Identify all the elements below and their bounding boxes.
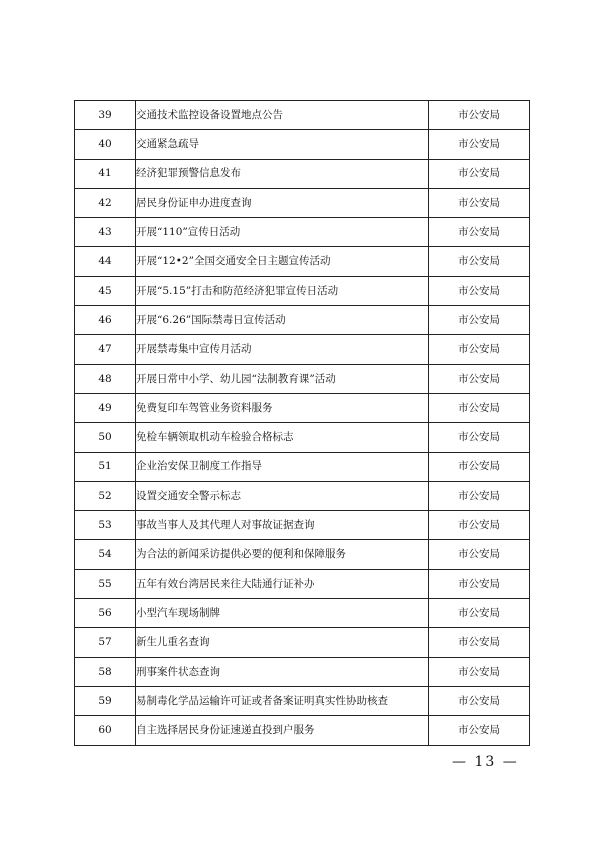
service-item: 免检车辆领取机动车检验合格标志 bbox=[136, 423, 429, 452]
department: 市公安局 bbox=[429, 276, 530, 305]
table-row bbox=[75, 569, 530, 598]
row-number: 54 bbox=[75, 540, 136, 569]
department: 市公安局 bbox=[429, 364, 530, 393]
table-row bbox=[75, 657, 530, 686]
services-table bbox=[74, 100, 530, 746]
table-row bbox=[75, 101, 530, 130]
service-item: 事故当事人及其代理人对事故证据查询 bbox=[136, 511, 429, 540]
table-row bbox=[75, 540, 530, 569]
row-number: 51 bbox=[75, 452, 136, 481]
row-number: 40 bbox=[75, 130, 136, 159]
department: 市公安局 bbox=[429, 335, 530, 364]
service-item: 自主选择居民身份证速递直投到户服务 bbox=[136, 716, 429, 745]
row-number: 56 bbox=[75, 599, 136, 628]
table-row bbox=[75, 686, 530, 715]
table-row bbox=[75, 218, 530, 247]
department: 市公安局 bbox=[429, 188, 530, 217]
service-item: 刑事案件状态查询 bbox=[136, 657, 429, 686]
table-row bbox=[75, 393, 530, 422]
service-item: 新生儿重名查询 bbox=[136, 628, 429, 657]
service-item: 开展禁毒集中宣传月活动 bbox=[136, 335, 429, 364]
services-table-body bbox=[75, 101, 530, 746]
service-item: 开展“12•2”全国交通安全日主题宣传活动 bbox=[136, 247, 429, 276]
row-number: 43 bbox=[75, 218, 136, 247]
service-item: 免费复印车驾管业务资料服务 bbox=[136, 393, 429, 422]
department: 市公安局 bbox=[429, 569, 530, 598]
row-number: 39 bbox=[75, 101, 136, 130]
table-row bbox=[75, 306, 530, 335]
row-number: 57 bbox=[75, 628, 136, 657]
table-row bbox=[75, 247, 530, 276]
department: 市公安局 bbox=[429, 159, 530, 188]
table-row bbox=[75, 130, 530, 159]
department: 市公安局 bbox=[429, 130, 530, 159]
service-item: 经济犯罪预警信息发布 bbox=[136, 159, 429, 188]
row-number: 47 bbox=[75, 335, 136, 364]
department: 市公安局 bbox=[429, 452, 530, 481]
row-number: 49 bbox=[75, 393, 136, 422]
department: 市公安局 bbox=[429, 628, 530, 657]
service-item: 居民身份证申办进度查询 bbox=[136, 188, 429, 217]
table-row bbox=[75, 159, 530, 188]
department: 市公安局 bbox=[429, 686, 530, 715]
row-number: 59 bbox=[75, 686, 136, 715]
table-row bbox=[75, 716, 530, 745]
table-row bbox=[75, 628, 530, 657]
row-number: 42 bbox=[75, 188, 136, 217]
service-item: 交通技术监控设备设置地点公告 bbox=[136, 101, 429, 130]
service-item: 易制毒化学品运输许可证或者备案证明真实性协助核查 bbox=[136, 686, 429, 715]
row-number: 45 bbox=[75, 276, 136, 305]
row-number: 50 bbox=[75, 423, 136, 452]
row-number: 60 bbox=[75, 716, 136, 745]
department: 市公安局 bbox=[429, 101, 530, 130]
service-item: 设置交通安全警示标志 bbox=[136, 481, 429, 510]
row-number: 58 bbox=[75, 657, 136, 686]
service-item: 企业治安保卫制度工作指导 bbox=[136, 452, 429, 481]
department: 市公安局 bbox=[429, 657, 530, 686]
page-number: — 13 — bbox=[452, 754, 519, 770]
row-number: 53 bbox=[75, 511, 136, 540]
department: 市公安局 bbox=[429, 247, 530, 276]
table-row bbox=[75, 452, 530, 481]
department: 市公安局 bbox=[429, 716, 530, 745]
table-row bbox=[75, 423, 530, 452]
department: 市公安局 bbox=[429, 393, 530, 422]
table-row bbox=[75, 276, 530, 305]
service-item: 小型汽车现场制牌 bbox=[136, 599, 429, 628]
table-row bbox=[75, 364, 530, 393]
table-row bbox=[75, 599, 530, 628]
service-item: 开展“6.26”国际禁毒日宣传活动 bbox=[136, 306, 429, 335]
service-item: 开展日常中小学、幼儿园“法制教育课”活动 bbox=[136, 364, 429, 393]
department: 市公安局 bbox=[429, 423, 530, 452]
department: 市公安局 bbox=[429, 540, 530, 569]
service-item: 开展“5.15”打击和防范经济犯罪宣传日活动 bbox=[136, 276, 429, 305]
row-number: 48 bbox=[75, 364, 136, 393]
row-number: 41 bbox=[75, 159, 136, 188]
department: 市公安局 bbox=[429, 481, 530, 510]
table-row bbox=[75, 188, 530, 217]
table-row bbox=[75, 511, 530, 540]
row-number: 46 bbox=[75, 306, 136, 335]
department: 市公安局 bbox=[429, 511, 530, 540]
service-item: 五年有效台湾居民来往大陆通行证补办 bbox=[136, 569, 429, 598]
row-number: 55 bbox=[75, 569, 136, 598]
row-number: 52 bbox=[75, 481, 136, 510]
service-item: 开展“110”宣传日活动 bbox=[136, 218, 429, 247]
service-item: 为合法的新闻采访提供必要的便利和保障服务 bbox=[136, 540, 429, 569]
table-row bbox=[75, 335, 530, 364]
service-item: 交通紧急疏导 bbox=[136, 130, 429, 159]
department: 市公安局 bbox=[429, 218, 530, 247]
table-row bbox=[75, 481, 530, 510]
row-number: 44 bbox=[75, 247, 136, 276]
department: 市公安局 bbox=[429, 306, 530, 335]
department: 市公安局 bbox=[429, 599, 530, 628]
